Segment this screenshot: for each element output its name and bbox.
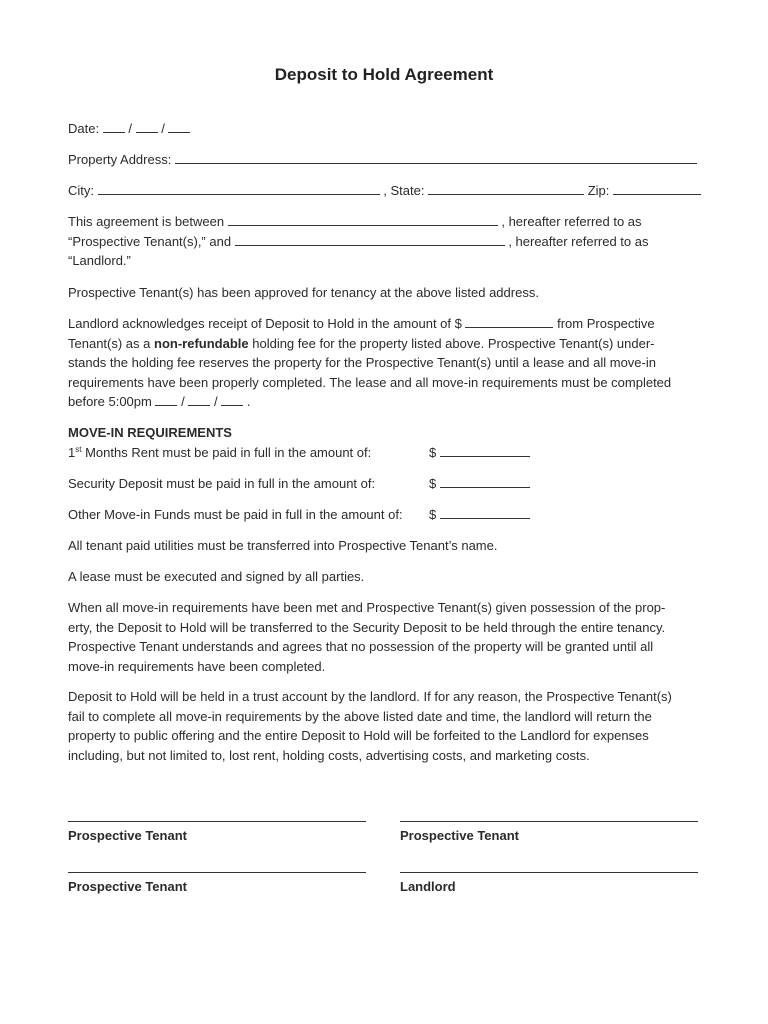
trust-text: property to public offering and the entire Deposit to Hold will be forfeited to the Landlord for expenses: [68, 728, 649, 743]
receipt-text: from Prospective: [557, 316, 655, 331]
parties-text: , hereafter referred to as: [501, 214, 642, 229]
receipt-text: .: [246, 394, 251, 409]
deadline-day-blank[interactable]: [188, 392, 210, 406]
signature-label-landlord: Landlord: [400, 879, 456, 894]
dollar-sign: $: [429, 507, 437, 522]
city-label: City:: [68, 183, 94, 198]
lease-paragraph: A lease must be executed and signed by all parties.: [68, 569, 365, 584]
deadline-month-blank[interactable]: [155, 392, 177, 406]
deadline-year-blank[interactable]: [221, 392, 243, 406]
receipt-paragraph: [68, 314, 708, 412]
possession-paragraph: [68, 598, 708, 676]
document-title: Deposit to Hold Agreement: [274, 65, 494, 84]
receipt-text: requirements have been properly completed. The lease and all move-in requirements must be completed: [68, 374, 672, 390]
parties-text: , hereafter referred to as: [508, 233, 649, 249]
trust-text: fail to complete all move-in requirements by the above listed date and time, the landlord will return the: [68, 708, 652, 724]
ordinal-superscript: st: [75, 445, 82, 454]
signature-line-landlord[interactable]: [400, 872, 698, 873]
possession-text: move-in requirements have been completed.: [68, 658, 326, 674]
requirement-text: 1: [68, 445, 76, 460]
first-months-rent-amount-blank[interactable]: [440, 443, 530, 457]
date-month-blank[interactable]: [103, 119, 125, 133]
signature-label-prospective-tenant-1: Prospective Tenant: [68, 828, 187, 843]
receipt-text: holding fee for the property listed above. Prospective Tenant(s) under-: [252, 335, 655, 351]
state-label: , State:: [383, 183, 425, 198]
signature-label-prospective-tenant-2: Prospective Tenant: [400, 828, 519, 843]
requirement-other-funds: [68, 505, 708, 525]
parties-text: “Landlord.”: [68, 253, 131, 268]
non-refundable-emphasis: non-refundable: [154, 335, 249, 351]
date-day-blank[interactable]: [136, 119, 158, 133]
zip-label: Zip:: [587, 183, 610, 198]
date-label: Date:: [68, 121, 100, 136]
signature-line-prospective-tenant-3[interactable]: [68, 872, 366, 873]
receipt-text: Landlord acknowledges receipt of Deposit to Hold in the amount of $: [68, 316, 462, 331]
approved-paragraph: Prospective Tenant(s) has been approved for tenancy at the above listed address.: [68, 285, 539, 300]
landlord-name-blank[interactable]: [235, 232, 505, 246]
deadline-slash: /: [181, 394, 185, 409]
possession-text: When all move-in requirements have been met and Prospective Tenant(s) given possession of the prop-: [68, 600, 666, 615]
requirement-text: Security Deposit must be paid in full in the amount of:: [68, 476, 376, 491]
date-year-blank[interactable]: [168, 119, 190, 133]
parties-text: “Prospective Tenant(s),” and: [68, 233, 232, 249]
requirement-text: Months Rent must be paid in full in the amount of:: [81, 445, 372, 460]
requirement-first-months-rent: [68, 443, 708, 463]
requirement-text: Other Move-in Funds must be paid in full in the amount of:: [68, 507, 403, 522]
utilities-paragraph: All tenant paid utilities must be transferred into Prospective Tenant’s name.: [68, 538, 498, 553]
city-blank[interactable]: [98, 181, 380, 195]
trust-text: including, but not limited to, lost rent, holding costs, advertising costs, and marketing costs.: [68, 747, 590, 763]
date-row: [68, 119, 190, 139]
date-slash: /: [128, 121, 132, 136]
deadline-slash: /: [213, 394, 218, 409]
requirement-security-deposit: [68, 474, 708, 494]
property-address-label: Property Address:: [68, 152, 172, 167]
property-address-blank[interactable]: [175, 150, 697, 164]
move-in-heading: MOVE-IN REQUIREMENTS: [68, 425, 232, 440]
receipt-text: before 5:00pm: [68, 394, 152, 409]
receipt-text: stands the holding fee reserves the property for the Prospective Tenant(s) until a lease and all move-in: [68, 355, 656, 370]
signature-line-prospective-tenant-1[interactable]: [68, 821, 366, 822]
zip-blank[interactable]: [613, 181, 701, 195]
trust-paragraph: [68, 687, 708, 765]
dollar-sign: $: [429, 476, 437, 491]
other-funds-amount-blank[interactable]: [440, 505, 530, 519]
parties-text: This agreement is between: [68, 214, 225, 229]
property-address-row: [68, 150, 697, 170]
parties-paragraph: [68, 212, 708, 271]
deposit-amount-blank[interactable]: [465, 314, 553, 328]
date-slash: /: [161, 121, 165, 136]
signature-line-prospective-tenant-2[interactable]: [400, 821, 698, 822]
possession-text: Prospective Tenant understands and agrees that no possession of the property will be granted until all: [68, 639, 654, 654]
city-state-zip-row: [68, 181, 701, 201]
receipt-text: Tenant(s) as a: [68, 335, 151, 351]
possession-text: erty, the Deposit to Hold will be transferred to the Security Deposit to be held through the entire tenancy.: [68, 619, 666, 635]
trust-text: Deposit to Hold will be held in a trust account by the landlord. If for any reason, the Prospective Tenant(s): [68, 689, 672, 704]
dollar-sign: $: [429, 445, 437, 460]
state-blank[interactable]: [428, 181, 584, 195]
prospective-tenant-name-blank[interactable]: [228, 212, 498, 226]
signature-label-prospective-tenant-3: Prospective Tenant: [68, 879, 187, 894]
security-deposit-amount-blank[interactable]: [440, 474, 530, 488]
